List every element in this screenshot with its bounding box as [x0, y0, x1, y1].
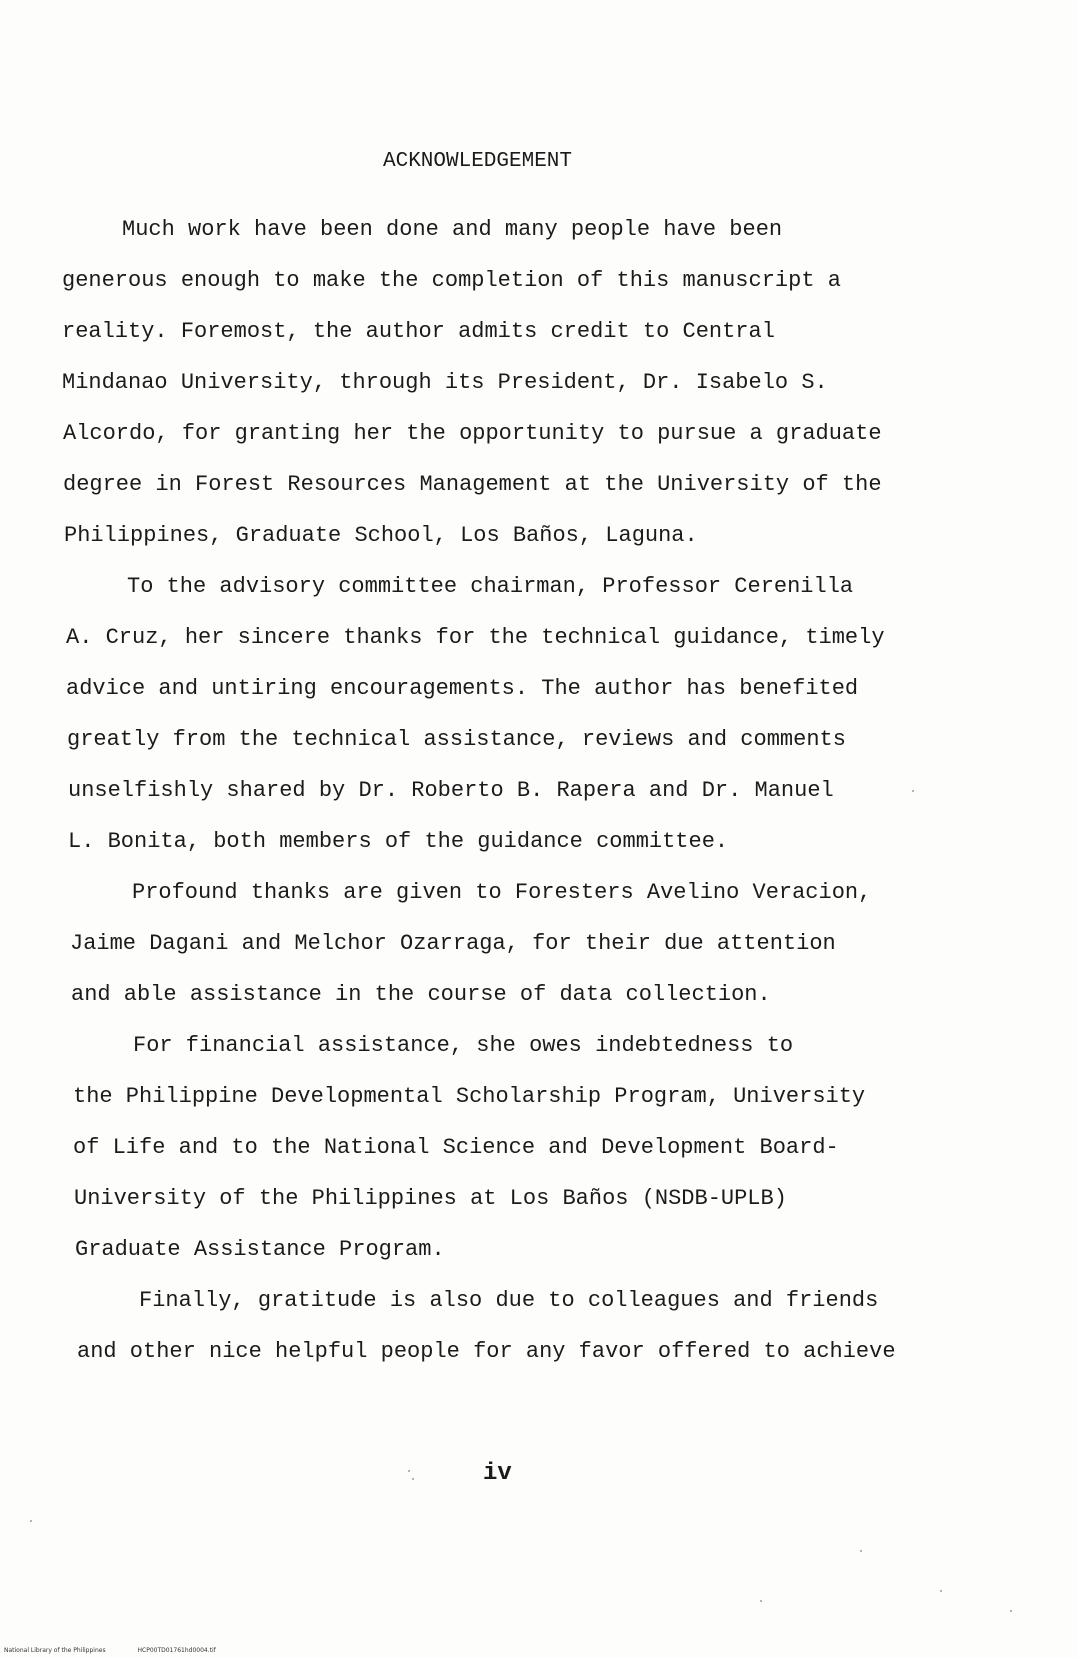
body-line: and able assistance in the course of data collection.	[71, 982, 771, 1007]
body-line: and other nice helpful people for any favor offered to achieve	[77, 1339, 896, 1364]
scan-speck	[412, 1478, 414, 1480]
body-line: For financial assistance, she owes indebtedness to	[133, 1033, 794, 1058]
body-line: L. Bonita, both members of the guidance committee.	[68, 829, 729, 854]
scan-speck	[30, 1520, 32, 1522]
footer-source: National Library of the Philippines	[4, 1647, 106, 1654]
body-line: A. Cruz, her sincere thanks for the technical guidance, timely	[66, 625, 885, 650]
body-line: Mindanao University, through its President, Dr. Isabelo S.	[62, 370, 828, 395]
body-line: Alcordo, for granting her the opportunity to pursue a graduate	[63, 421, 882, 446]
body-line: Much work have been done and many people have been	[122, 217, 783, 242]
body-line: advice and untiring encouragements. The author has benefited	[66, 676, 859, 701]
scan-footer	[4, 1647, 246, 1654]
body-line: Philippines, Graduate School, Los Baños, Laguna.	[64, 523, 698, 548]
body-line: Finally, gratitude is also due to colleagues and friends	[139, 1288, 879, 1313]
body-line: generous enough to make the completion of this manuscript a	[62, 268, 841, 293]
scan-speck	[760, 1600, 762, 1602]
footer-file-id: HCP00TD01761hd0004.tif	[137, 1647, 216, 1654]
body-line: reality. Foremost, the author admits credit to Central	[62, 319, 775, 344]
scan-speck	[1010, 1610, 1012, 1612]
body-line: Profound thanks are given to Foresters Avelino Veracion,	[132, 880, 872, 905]
body-line: Graduate Assistance Program.	[75, 1237, 445, 1262]
page-heading: ACKNOWLEDGEMENT	[382, 150, 573, 173]
scan-speck	[408, 1470, 410, 1472]
scan-speck	[860, 1550, 862, 1552]
scan-speck	[940, 1590, 942, 1592]
body-line: greatly from the technical assistance, reviews and comments	[67, 727, 846, 752]
body-line: degree in Forest Resources Management at the University of the	[63, 472, 882, 497]
body-line: of Life and to the National Science and Development Board-	[73, 1135, 839, 1160]
scan-speck	[912, 790, 914, 792]
page-number: iv	[483, 1460, 512, 1487]
body-line: University of the Philippines at Los Baños (NSDB-UPLB)	[74, 1186, 787, 1211]
body-line: unselfishly shared by Dr. Roberto B. Rapera and Dr. Manuel	[68, 778, 834, 803]
body-line: the Philippine Developmental Scholarship Program, University	[73, 1084, 866, 1109]
body-line: To the advisory committee chairman, Professor Cerenilla	[127, 574, 854, 599]
body-line: Jaime Dagani and Melchor Ozarraga, for their due attention	[70, 931, 836, 956]
